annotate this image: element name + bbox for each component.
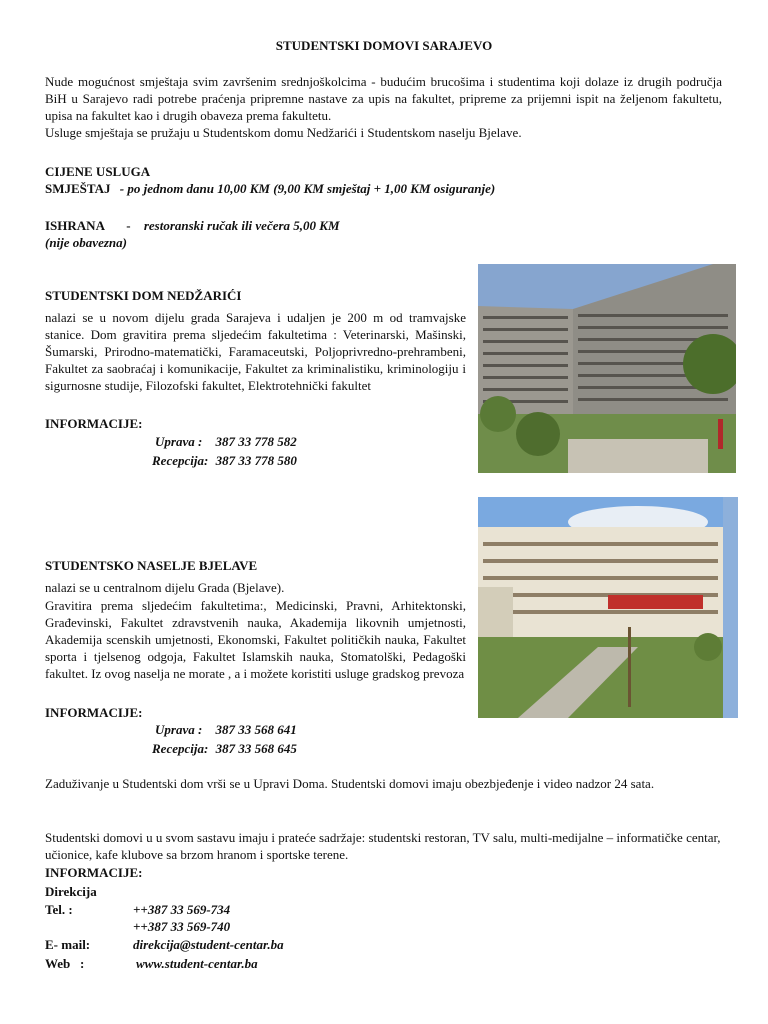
footer-paragraph-check-in: Zaduživanje u Studentski dom vrši se u Upravi Doma. Studentski domovi imaju obezbjeđenje i video nadzor 24 sata. <box>45 776 655 791</box>
nedzarici-building-photo <box>478 264 736 473</box>
bjelave-description: Gravitira prema sljedećim fakultetima:, Medicinski, Pravni, Arhitektonski, Građevinski, Fakultet zdravstvenih nauka, Akademija likovnih umjetnosti, Akademija scenskih umjetnosti, Ekonomski, Fakultet političkih nauka, Fakultet sporta i tjelsenog odgoja, Fakultet Islamskih nauka, Stomatolški, Pedagoški fakultet. Iz ovog naselja ne morate , a i možete koristiti usluge gradskog prevoza <box>45 598 466 681</box>
intro-section <box>45 73 722 141</box>
footer-info-label: INFORMACIJE: <box>45 865 143 880</box>
recepcija-phone: 387 33 778 580 <box>215 453 297 468</box>
nedzarici-info-label: INFORMACIJE: <box>45 416 143 431</box>
lodging-label: SMJEŠTAJ <box>45 181 111 196</box>
food-note: (nije obavezna) <box>45 235 127 250</box>
uprava-label: Uprava : <box>155 722 203 737</box>
bjelave-uprava-row <box>155 721 297 738</box>
bjelave-location: nalazi se u centralnom dijelu Grada (Bjelave). <box>45 580 285 595</box>
prices-heading: CIJENE USLUGA <box>45 164 151 179</box>
web-label: Web : <box>45 956 85 971</box>
food-dash: - <box>126 218 131 233</box>
email-label: E- mail: <box>45 937 91 952</box>
nedzarici-uprava-row <box>155 433 297 450</box>
uprava-phone: 387 33 778 582 <box>215 434 297 449</box>
nedzarici-description: nalazi se u novom dijelu grada Sarajeva i udaljen je 200 m od tramvajske stanice. Dom gravitira prema sljedećim fakultetima : Veterinarski, Mašinski, Šumarski, Prirodno-matematički, Faramaceutski, Poljoprivredno-prehrambeni, Fakultet za saobraćaj i komunikacije, Fakultet za kriminalistiku, kriminologiju i sigurnosne studije, Filozofski fakultet, Elektrotehnički fakultet <box>45 310 466 393</box>
nedzarici-heading: STUDENTSKI DOM NEDŽARIĆI <box>45 288 242 303</box>
tel-number-2: ++387 33 569-740 <box>133 919 231 934</box>
intro-paragraph: Nude mogućnost smještaja svim završenim srednjoškolcima - budućim brucošima i studentima koji dolaze iz drugih područja BiH u Sarajevo radi potrebe praćenja pripremne nastave za upis na fakultet, pripreme za prijemni ispit na željenom fakultetu, upisa na fakultet kao i drugih obaveza prema fakultetu. <box>45 74 722 123</box>
food-price: restoranski ručak ili večera 5,00 KM <box>143 218 340 233</box>
page-title: STUDENTSKI DOMOVI SARAJEVO <box>275 38 493 53</box>
bjelave-info-label: INFORMACIJE: <box>45 705 143 720</box>
food-label: ISHRANA <box>45 218 105 233</box>
uprava-label: Uprava : <box>155 434 203 449</box>
web-link[interactable]: www.student-centar.ba <box>136 956 258 971</box>
lodging-price: - po jednom danu 10,00 KM (9,00 KM smještaj + 1,00 KM osiguranje) <box>119 181 496 196</box>
lodging-price-row <box>45 180 495 197</box>
recepcija-phone: 387 33 568 645 <box>215 741 297 756</box>
recepcija-label: Recepcija: <box>152 453 209 468</box>
recepcija-label: Recepcija: <box>152 741 209 756</box>
tel-label: Tel. : <box>45 902 73 917</box>
footer-paragraph-facilities: Studentski domovi u u svom sastavu imaju i prateće sadržaje: studentski restoran, TV salu, multi-medijalne – informatičke centar, učionice, kafe klubove sa brzom hranom i sportske terene. <box>45 830 721 862</box>
uprava-phone: 387 33 568 641 <box>215 722 297 737</box>
food-price-row <box>45 217 340 234</box>
direkcija-label: Direkcija <box>45 884 97 899</box>
email-link[interactable]: direkcija@student-centar.ba <box>133 937 284 952</box>
intro-services-line: Usluge smještaja se pružaju u Studentskom domu Nedžarići i Studentskom naselju Bjelave. <box>45 125 522 140</box>
bjelave-building-photo <box>478 497 738 718</box>
tel-number-1: ++387 33 569-734 <box>133 902 231 917</box>
bjelave-recepcija-row <box>152 740 297 757</box>
bjelave-heading: STUDENTSKO NASELJE BJELAVE <box>45 558 258 573</box>
nedzarici-recepcija-row <box>152 452 297 469</box>
